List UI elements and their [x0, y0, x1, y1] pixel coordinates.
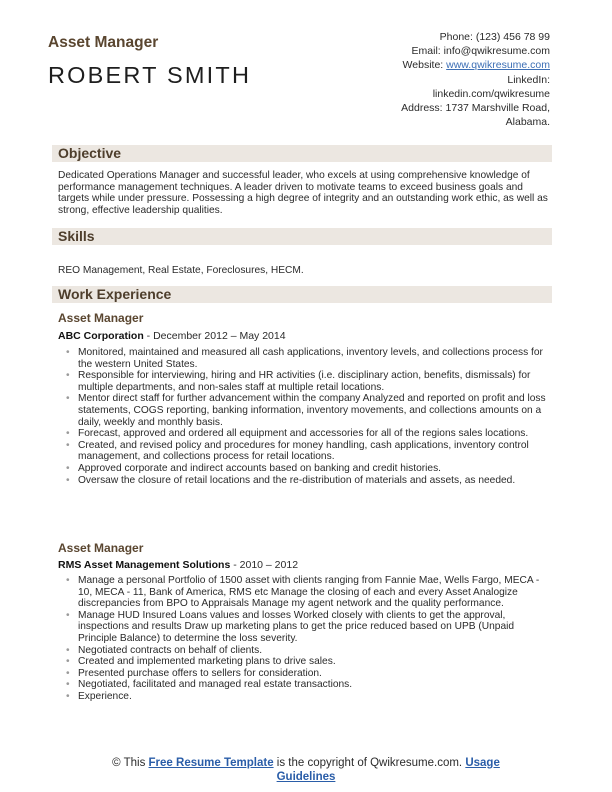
contact-block: [401, 30, 550, 129]
list-item: • Manage HUD Insured Loans values and losses Worked closely with clients to get the approval, inspections and results Draw up marketing plans to get the price reduced based on UPB (Unpaid Principle Balance) to determine the loss severity.: [66, 610, 550, 645]
list-item: • Negotiated contracts on behalf of clients.: [66, 645, 550, 657]
list-item: • Mentor direct staff for further advancement within the company Analyzed and reported on profit and loss statements, COGS reporting, banking information, inventory movements, and collections amounts on a daily, weekly and monthly basis.: [66, 393, 550, 428]
company-line-2: [58, 559, 298, 571]
linkedin-label: LinkedIn:: [507, 73, 550, 86]
email-value[interactable]: info@qwikresume.com: [443, 45, 550, 58]
objective-heading: Objective: [58, 145, 122, 161]
job-title-1: Asset Manager: [58, 311, 144, 325]
list-item: • Negotiated, facilitated and managed real estate transactions.: [66, 679, 550, 691]
phone-line: Phone: (123) 456 78 99: [439, 31, 550, 43]
website-line: Website: www.qwikresume.com: [402, 59, 550, 72]
list-item: • Approved corporate and indirect accounts based on banking and credit histories.: [66, 463, 550, 475]
list-item: • Monitored, maintained and measured all cash applications, inventory levels, and collections process for the western United States.: [66, 347, 550, 370]
copyright-footer: [0, 756, 612, 784]
website-link[interactable]: www.qwikresume.com: [446, 59, 550, 72]
job-title-2: Asset Manager: [58, 541, 144, 555]
list-item: • Oversaw the closure of retail locations and the re-distribution of materials and assets, as needed.: [66, 475, 550, 487]
candidate-name: ROBERT SMITH: [48, 62, 252, 88]
list-item: • Manage a personal Portfolio of 1500 asset with clients ranging from Fannie Mae, Wells Fargo, MECA - 10, MECA - 11, Bank of America, RMS etc Manage the closing of each and every Asset Analogize discrepancies from BPO to Appraisals Manage my agent network and the quality performance.: [66, 575, 550, 610]
list-item: • Experience.: [66, 691, 550, 703]
free-resume-template-link[interactable]: Free Resume Template: [148, 757, 274, 769]
objective-text: Dedicated Operations Manager and successful leader, who excels at using comprehensive knowledge of performance management techniques. A leader driven to motivate teams to exceed business goals and targets while under pressure. Possessing a high degree of integrity and an outstanding work ethic, as well as strong, effective leadership qualities.: [58, 170, 548, 216]
job-title: Asset Manager: [48, 34, 159, 51]
address-value: 1737 Marshville Road,: [445, 102, 550, 115]
list-item: • Created and implemented marketing plans to drive sales.: [66, 656, 550, 668]
phone-value: (123) 456 78 99: [475, 31, 550, 43]
address-line-2: Alabama.: [505, 116, 550, 129]
company-line-1: [58, 330, 286, 342]
linkedin-value[interactable]: linkedin.com/qwikresume: [432, 87, 550, 100]
list-item: • Responsible for interviewing, hiring and HR activities (i.e. disciplinary action, benefits, dismissals) for multiple departments, and non-sales staff at multiple retail locations.: [66, 370, 550, 393]
list-item: • Forecast, approved and ordered all equipment and accessories for all of the regions sales locations.: [66, 428, 550, 440]
guidelines-link[interactable]: Guidelines: [276, 771, 336, 783]
job-dates-1: - December 2012 – May 2014: [143, 330, 286, 342]
experience-section-header: [52, 286, 552, 303]
company-name-2: RMS Asset Management Solutions: [58, 559, 231, 571]
job-2-bullets: [66, 575, 550, 703]
job-dates-2: - 2010 – 2012: [230, 559, 299, 571]
footer-prefix: © This: [112, 757, 149, 769]
list-item: • Presented purchase offers to sellers for consideration.: [66, 668, 550, 680]
footer-middle: is the copyright of Qwikresume.com.: [273, 757, 466, 769]
email-line: Email: info@qwikresume.com: [411, 45, 550, 58]
list-item: • Created, and revised policy and procedures for money handling, cash applications, inventory control management, and collections process for retail locations.: [66, 440, 550, 463]
skills-heading: Skills: [58, 228, 95, 244]
address-line: Address: 1737 Marshville Road,: [401, 102, 550, 115]
resume-header: [48, 30, 550, 130]
skills-section-header: [52, 228, 552, 245]
usage-link[interactable]: Usage: [465, 757, 500, 769]
objective-section-header: [52, 145, 552, 162]
skills-text: REO Management, Real Estate, Foreclosures, HECM.: [58, 265, 304, 276]
job-1-bullets: [66, 347, 550, 486]
company-name-1: ABC Corporation: [58, 330, 144, 342]
experience-heading: Work Experience: [58, 286, 172, 302]
